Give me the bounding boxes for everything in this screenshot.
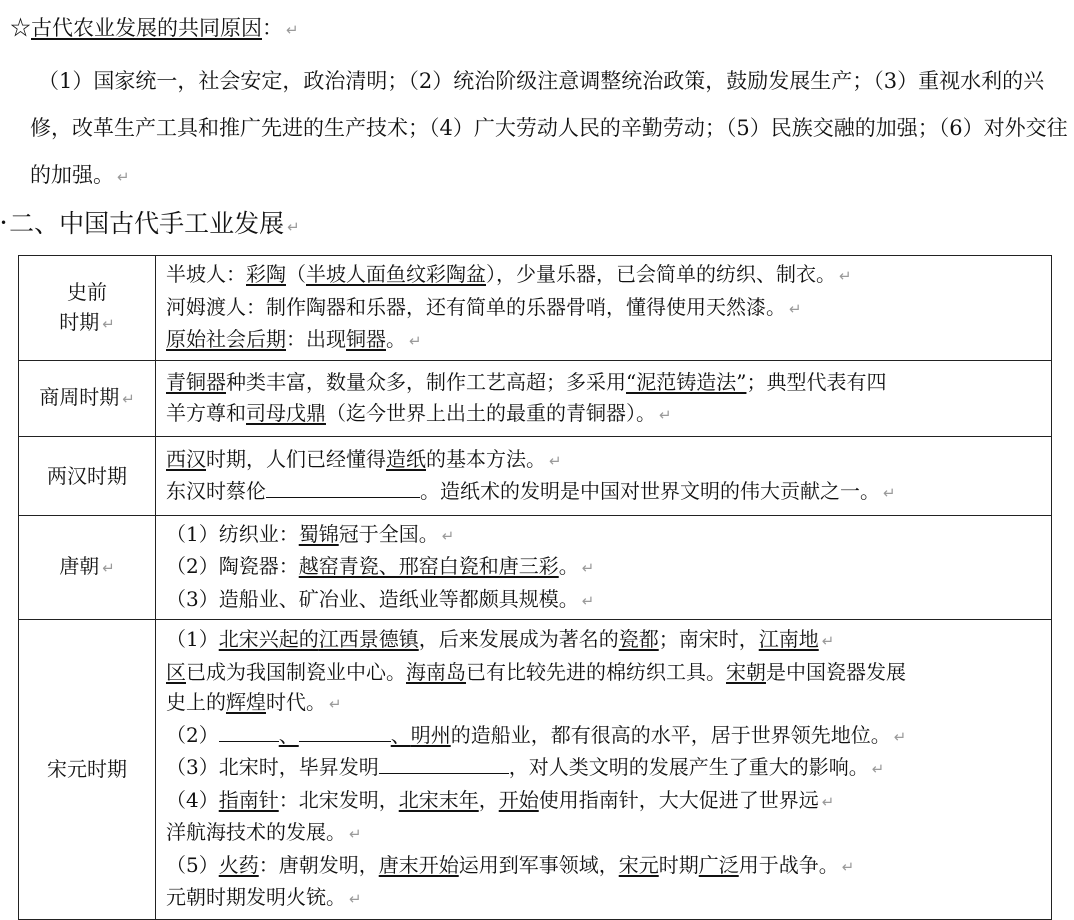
text: （1）	[166, 627, 219, 652]
paragraph-mark-icon: ↵	[102, 559, 115, 578]
key-term: “泥范铸造法”	[626, 370, 747, 394]
key-term: 宋元	[618, 852, 659, 877]
content-cell	[156, 361, 1052, 437]
text: （	[286, 262, 306, 287]
text: （1）纺织业：	[166, 521, 299, 546]
paragraph-mark-icon: ↵	[581, 591, 595, 610]
table-row	[19, 256, 1052, 361]
paragraph-mark-icon: ↵	[821, 632, 835, 651]
paragraph-mark-icon: ↵	[329, 695, 342, 714]
content-cell	[156, 437, 1052, 516]
text: （2）	[166, 722, 219, 747]
text: 冠于全国。	[338, 521, 439, 546]
text: 已有比较先进的棉纺织工具。	[466, 659, 726, 684]
text: 时期	[658, 852, 699, 877]
key-term: 瓷都	[618, 627, 659, 652]
content-line	[166, 850, 1051, 883]
text: 时代。	[266, 690, 326, 715]
key-term: 越窑青瓷、邢窑白瓷和唐三彩	[298, 554, 559, 579]
key-term: 青铜器	[166, 370, 226, 394]
text: 。造纸术的发明是中国对世界文明的伟大贡献之一。	[420, 479, 880, 503]
heading-title: 古代农业发展的共同原因	[31, 16, 262, 40]
content-line	[166, 259, 1051, 292]
text: 是中国瓷器发展	[766, 659, 906, 684]
text: ；南宋时，	[658, 627, 759, 652]
text: 使用指南针，大大促进了世界远	[538, 787, 819, 812]
paragraph-mark-icon: ↵	[102, 315, 115, 333]
period-cell	[19, 516, 156, 620]
period-cell	[19, 256, 156, 361]
key-term: 彩陶	[246, 262, 286, 287]
period-label: 史前 时期	[59, 279, 107, 334]
star-symbol: ☆	[10, 16, 31, 40]
paragraph-mark-icon: ↵	[349, 825, 362, 844]
text: 。	[386, 327, 406, 352]
text: （2）陶瓷器：	[166, 554, 299, 579]
heading-title: 二、中国古代手工业发展	[9, 209, 285, 238]
period-label: 两汉时期	[47, 463, 127, 488]
paragraph-mark-icon: ↵	[841, 857, 855, 876]
text: 。	[558, 554, 579, 579]
key-term: 北宋末年	[398, 787, 479, 812]
content-line	[166, 398, 1051, 431]
text: 史上的	[166, 690, 226, 715]
paragraph-mark-icon: ↵	[287, 218, 300, 236]
causes-text: （1）国家统一，社会安定，政治清明；（2）统治阶级注意调整统治政策，鼓励发展生产；（3）重视水利的兴修，改革生产工具和推广先进的生产技术；（4）广大劳动人民的辛勤劳动；（5）民族交融的加强；（6）对外交往的加强。	[30, 69, 1068, 187]
key-term: 开始	[498, 787, 539, 812]
content-cell	[156, 516, 1052, 620]
content-line	[166, 476, 1051, 509]
text: （迄今世界上出土的最重的青铜器）。	[326, 400, 656, 425]
content-cell	[156, 620, 1052, 920]
paragraph-mark-icon: ↵	[789, 299, 802, 318]
text: ，	[478, 787, 499, 812]
text: 、	[278, 722, 299, 747]
text: 东汉时蔡伦	[166, 479, 266, 503]
key-term: 区	[166, 659, 186, 684]
period-label: 商周时期	[39, 385, 120, 410]
text: 半坡人：	[166, 262, 246, 287]
paragraph-mark-icon: ↵	[549, 451, 562, 470]
text: 的基本方法。	[426, 446, 546, 471]
key-term: 广泛	[698, 852, 739, 877]
period-label: 唐朝	[59, 554, 100, 579]
key-term: 宋朝	[726, 659, 766, 684]
period-cell	[19, 361, 156, 437]
paragraph-mark-icon: ↵	[893, 727, 907, 746]
text: 已成为我国制瓷业中心。	[186, 659, 406, 684]
key-term: 明州	[410, 722, 451, 747]
content-line	[166, 324, 1051, 357]
text: ），少量乐器，已会简单的纺织、制衣。	[486, 262, 836, 287]
key-term: 司母戊鼎	[246, 400, 326, 425]
content-line	[166, 519, 1051, 552]
period-cell	[19, 437, 156, 516]
key-term: 唐末开始	[378, 852, 459, 877]
section-heading-handicraft	[0, 205, 300, 247]
key-term: 海南岛	[406, 659, 466, 684]
content-line	[166, 444, 1051, 477]
key-term: 北宋兴起的	[218, 627, 319, 652]
text: ，后来发展成为著名的	[418, 627, 619, 652]
content-line	[166, 720, 1051, 753]
key-term: 江西景德镇	[318, 627, 419, 652]
text: （4）	[166, 787, 219, 812]
table-row	[19, 437, 1052, 516]
key-term: 江南地	[758, 627, 819, 652]
key-term: 辉煌	[226, 690, 266, 715]
text: 元朝时期发明火铳。	[166, 885, 346, 910]
text: 、	[390, 722, 411, 747]
section-heading-agriculture-causes	[10, 12, 299, 46]
bullet-icon: •	[0, 216, 8, 230]
text: 用于战争。	[738, 852, 839, 877]
paragraph-mark-icon: ↵	[839, 267, 852, 286]
fill-blank	[299, 720, 391, 742]
content-line	[166, 367, 1051, 398]
key-term: 半坡人面鱼纹彩陶盆	[306, 262, 486, 287]
text: 种类丰富，数量众多，制作工艺高超；多采用	[226, 370, 626, 394]
paragraph-mark-icon: ↵	[409, 332, 422, 351]
content-line	[166, 584, 1051, 617]
text: （5）	[166, 852, 219, 877]
content-line	[166, 551, 1051, 584]
causes-paragraph	[30, 58, 1070, 201]
paragraph-mark-icon: ↵	[122, 390, 135, 409]
text: 河姆渡人：制作陶器和乐器，还有简单的乐器骨哨，懂得使用天然漆。	[166, 294, 786, 319]
paragraph-mark-icon: ↵	[659, 405, 672, 424]
period-label: 宋元时期	[47, 757, 127, 782]
key-term: 火药	[218, 852, 259, 877]
text: 运用到军事领域，	[458, 852, 619, 877]
key-term: 原始社会后期	[166, 327, 286, 352]
text: 羊方尊和	[166, 400, 246, 425]
fill-blank	[379, 752, 509, 774]
content-line	[166, 624, 1051, 657]
paragraph-mark-icon: ↵	[286, 21, 299, 39]
text: ，对人类文明的发展产生了重大的影响。	[508, 755, 869, 780]
paragraph-mark-icon: ↵	[821, 792, 835, 811]
text: ：唐朝发明，	[258, 852, 379, 877]
handicraft-table	[18, 255, 1052, 920]
content-line	[166, 882, 1051, 915]
content-line	[166, 785, 1051, 818]
heading-colon: ：	[262, 16, 283, 40]
text: 洋航海技术的发展。	[166, 820, 346, 845]
paragraph-mark-icon: ↵	[581, 559, 595, 578]
fill-blank	[219, 720, 279, 742]
content-line	[166, 752, 1051, 785]
table-row	[19, 361, 1052, 437]
paragraph-mark-icon: ↵	[349, 890, 362, 909]
text: ：出现	[286, 327, 346, 352]
paragraph-mark-icon: ↵	[117, 168, 130, 186]
content-line	[166, 657, 1051, 688]
content-line	[166, 687, 1051, 720]
content-cell	[156, 256, 1052, 361]
text: （3）造船业、矿冶业、造纸业等都颇具规模。	[166, 586, 579, 611]
text: 的造船业，都有很高的水平，居于世界领先地位。	[450, 722, 891, 747]
text: ：北宋发明，	[278, 787, 399, 812]
key-term: 铜器	[346, 327, 386, 352]
table-row	[19, 620, 1052, 920]
table-row	[19, 516, 1052, 620]
period-cell	[19, 620, 156, 920]
paragraph-mark-icon: ↵	[441, 526, 455, 545]
paragraph-mark-icon: ↵	[883, 484, 896, 502]
paragraph-mark-icon: ↵	[871, 760, 885, 779]
key-term: 西汉	[166, 446, 206, 471]
content-line	[166, 292, 1051, 325]
fill-blank	[266, 476, 420, 498]
content-line	[166, 817, 1051, 850]
key-term: 蜀锦	[298, 521, 339, 546]
key-term: 造纸	[386, 446, 426, 471]
key-term: 指南针	[218, 787, 279, 812]
text: （3）北宋时，毕昇发明	[166, 755, 379, 780]
text: ；典型代表有四	[746, 370, 887, 394]
text: 时期，人们已经懂得	[206, 446, 386, 471]
